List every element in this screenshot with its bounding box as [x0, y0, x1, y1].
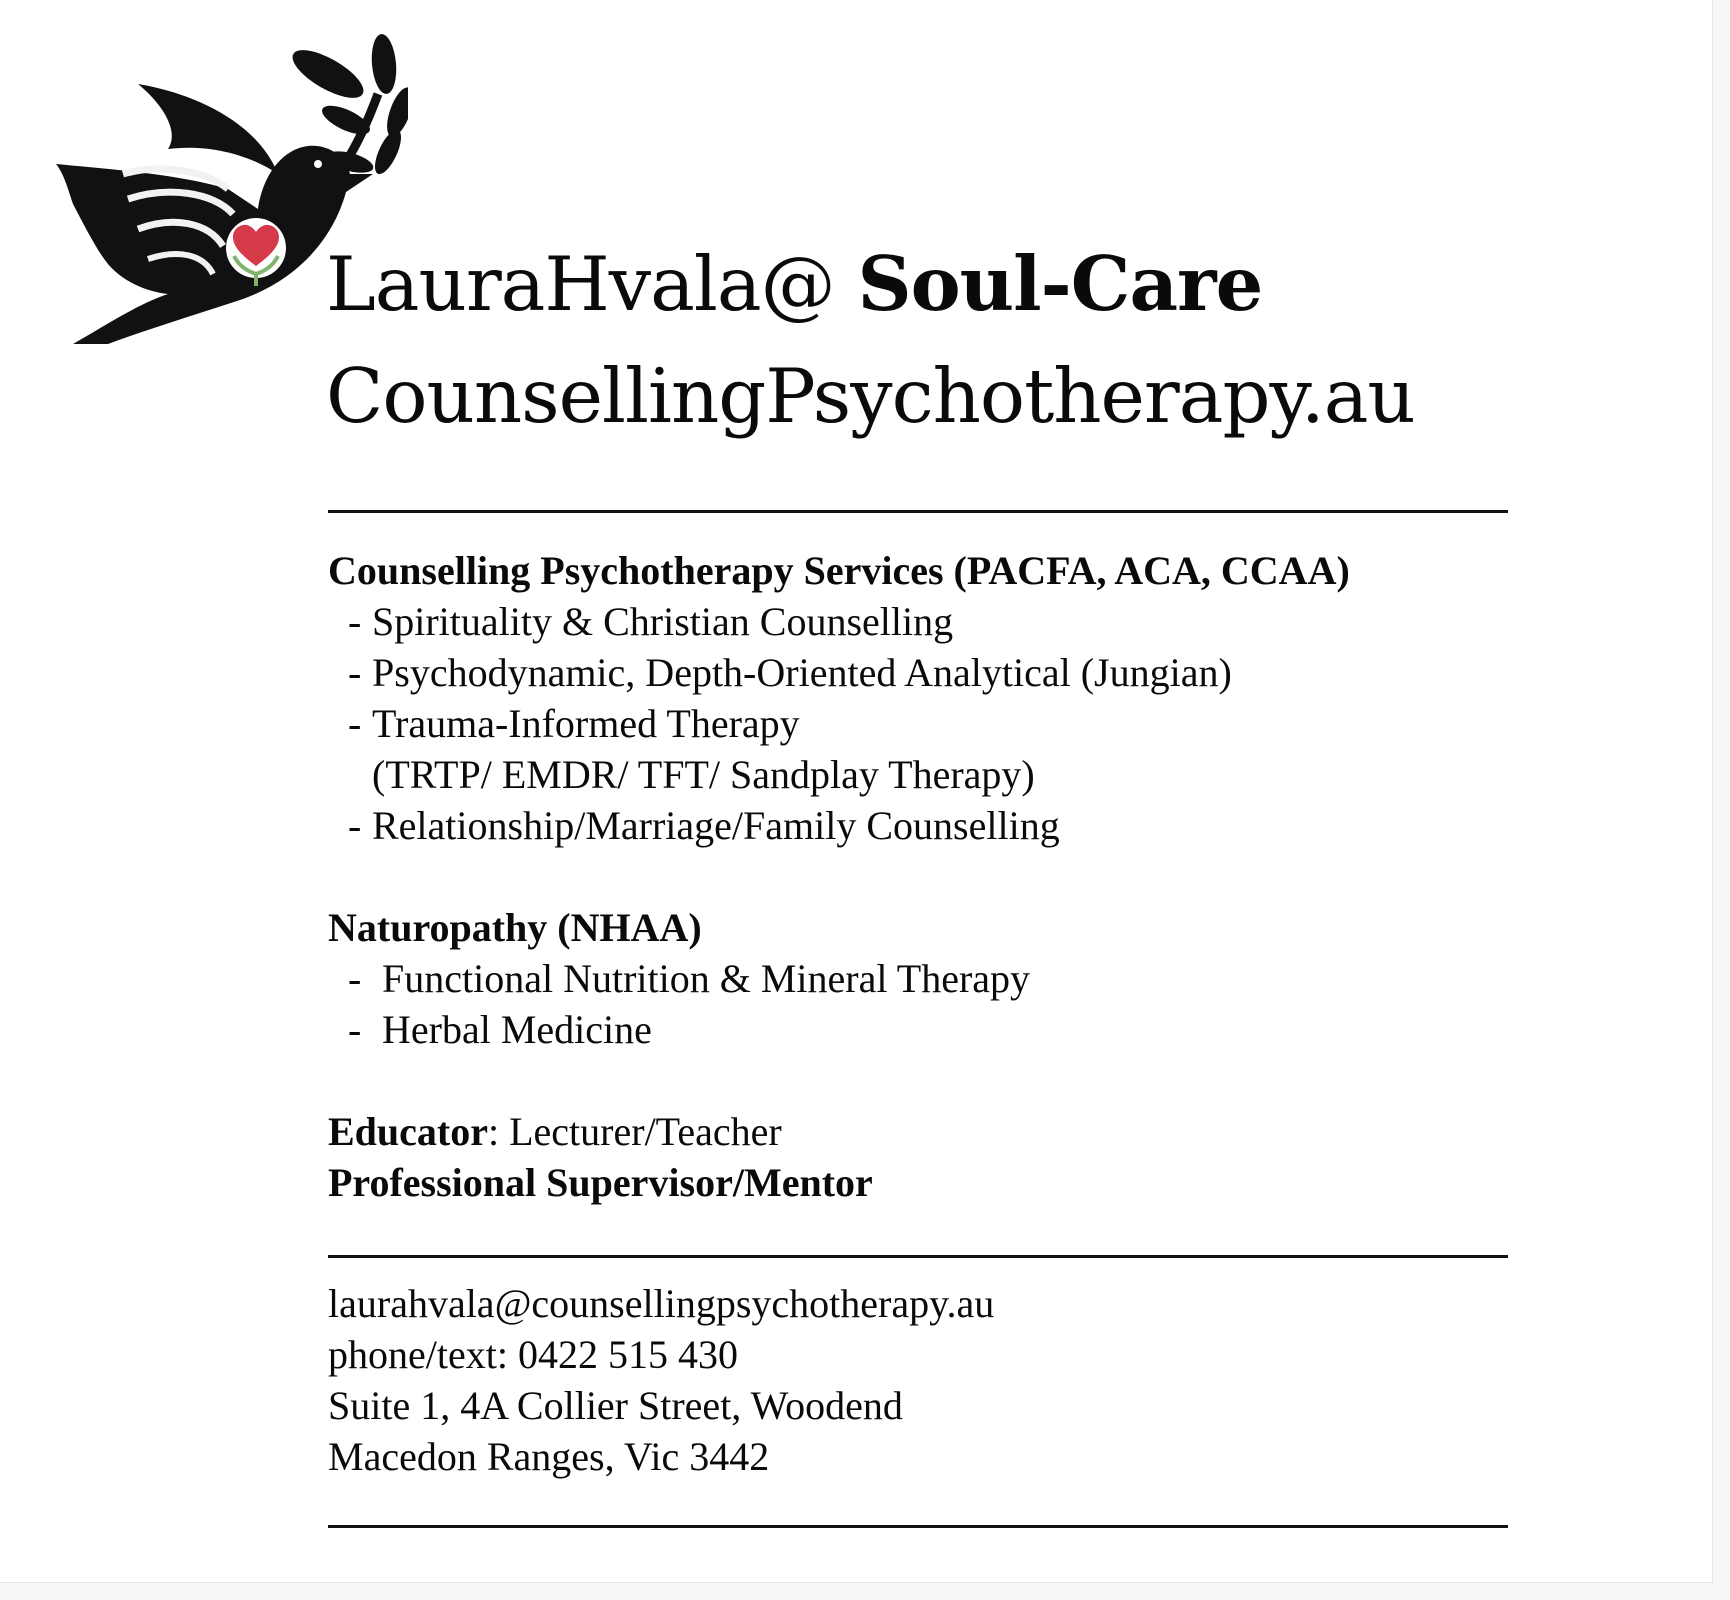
roles-section — [328, 1106, 1658, 1208]
bullet-dash: - — [348, 701, 362, 746]
page-title — [326, 228, 1415, 452]
educator-line — [328, 1106, 1658, 1157]
counselling-section — [328, 545, 1658, 851]
list-item: - Spirituality & Christian Counselling — [328, 596, 1658, 647]
contact-block — [328, 1278, 994, 1482]
list-item: - Herbal Medicine — [328, 1004, 1658, 1055]
educator-label: Educator — [328, 1109, 488, 1154]
title-name-bold: Soul-Care — [857, 240, 1263, 328]
list-item: - Psychodynamic, Depth-Oriented Analytical (Jungian) — [328, 647, 1658, 698]
contact-phone[interactable]: phone/text: 0422 515 430 — [328, 1332, 738, 1377]
bullet-dash: - — [348, 803, 362, 848]
divider-bottom — [328, 1525, 1508, 1528]
contact-email[interactable]: laurahvala@counsellingpsychotherapy.au — [328, 1281, 995, 1326]
bullet-dash: - — [348, 956, 362, 1001]
bullet-dash: - — [348, 599, 362, 644]
list-item: - Relationship/Marriage/Family Counselling — [328, 800, 1658, 851]
contact-address-line1: Suite 1, 4A Collier Street, Woodend — [328, 1383, 903, 1428]
contact-address-line2: Macedon Ranges, Vic 3442 — [328, 1434, 770, 1479]
bullet-dash: - — [348, 1007, 362, 1052]
title-domain: CounsellingPsychotherapy.au — [326, 352, 1415, 440]
list-item-continuation: (TRTP/ EMDR/ TFT/ Sandplay Therapy) — [372, 752, 1035, 797]
educator-value: : Lecturer/Teacher — [488, 1109, 782, 1154]
supervisor-heading: Professional Supervisor/Mentor — [328, 1160, 873, 1205]
counselling-heading: Counselling Psychotherapy Services (PACFA, ACA, CCAA) — [328, 548, 1350, 593]
naturopathy-section — [328, 902, 1658, 1055]
divider-middle — [328, 1255, 1508, 1258]
divider-top — [328, 510, 1508, 513]
list-item: - Trauma-Informed Therapy — [328, 698, 1658, 749]
list-item: - Functional Nutrition & Mineral Therapy — [328, 953, 1658, 1004]
bullet-dash: - — [348, 650, 362, 695]
title-line-1 — [326, 228, 1415, 340]
title-name-prefix: LauraHvala@ — [326, 240, 835, 328]
naturopathy-heading: Naturopathy (NHAA) — [328, 905, 702, 950]
services-content — [328, 545, 1658, 1208]
